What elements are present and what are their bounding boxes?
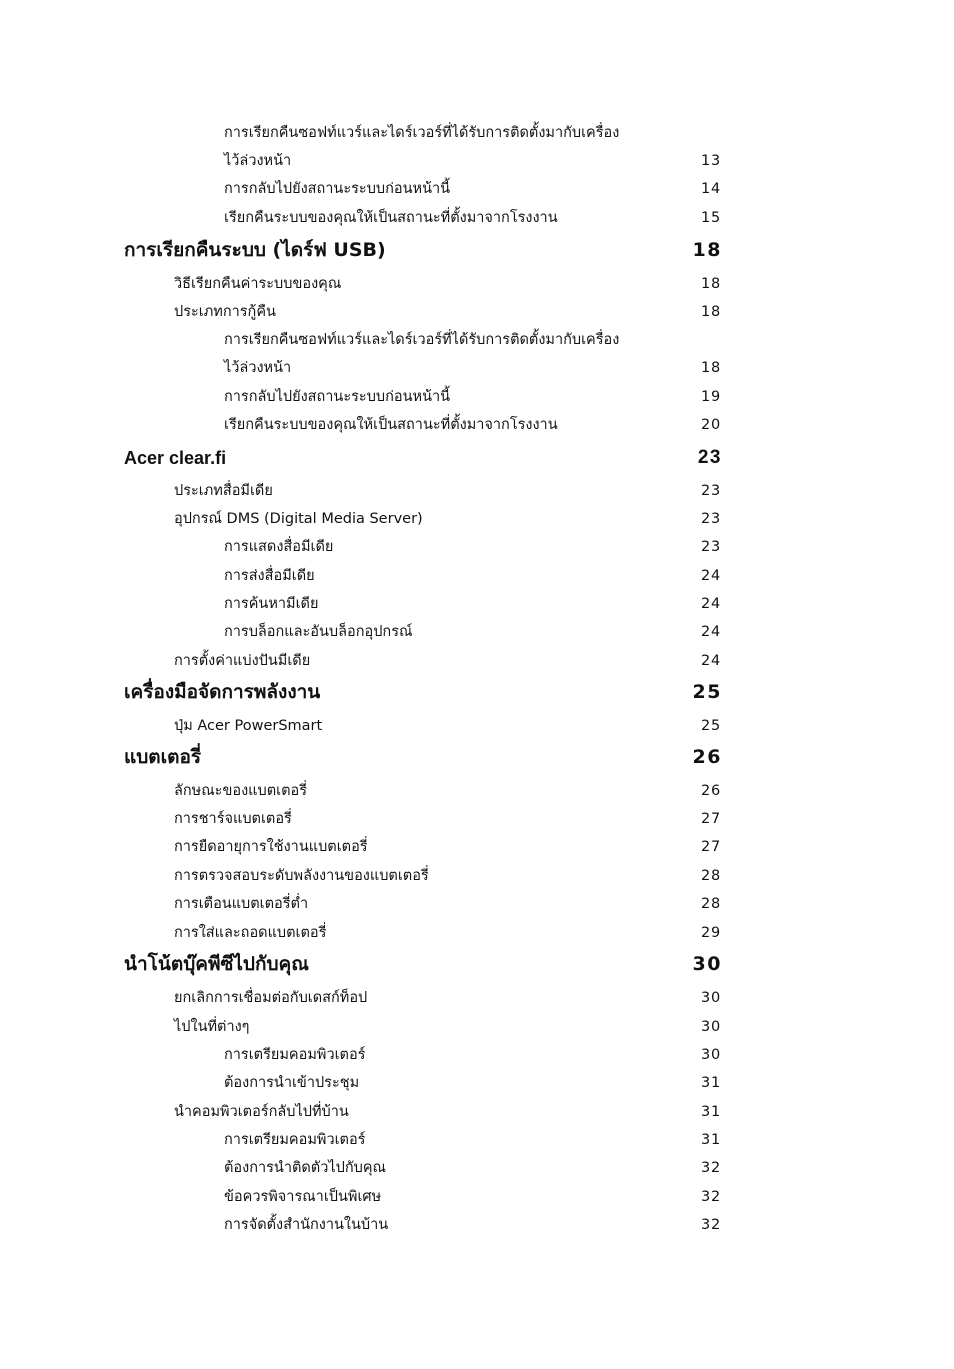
toc-entry-page-number: 18 (700, 304, 721, 320)
toc-entry-title: เรียกคืนระบบของคุณให้เป็นสถานะที่ตั้งมาจากโรงงาน (224, 417, 558, 433)
toc-entry-level-3[interactable] (224, 385, 721, 409)
toc-entry-level-3[interactable] (224, 1156, 721, 1180)
toc-entry-level-2[interactable] (174, 864, 721, 888)
toc-entry-page-number: 14 (700, 181, 721, 197)
toc-entry-level-3[interactable] (224, 177, 721, 201)
toc-entry-page-number: 26 (692, 746, 722, 768)
toc-entry-level-1[interactable] (124, 951, 721, 977)
toc-entry-page-number: 25 (700, 718, 721, 734)
toc-entry-page-number: 30 (700, 1047, 721, 1063)
toc-entry-page-number: 23 (700, 483, 721, 499)
toc-entry-page-number: 15 (700, 210, 721, 226)
toc-entry-title: ลักษณะของแบตเตอรี่ (174, 783, 307, 799)
toc-entry-level-3[interactable] (224, 149, 721, 173)
toc-entry-page-number: 23 (697, 447, 722, 468)
toc-entry-title: การตรวจสอบระดับพลังงานของแบตเตอรี่ (174, 868, 429, 884)
toc-entry-page-number: 29 (700, 925, 721, 941)
toc-entry-level-3[interactable] (224, 1213, 721, 1237)
toc-entry-title: แบตเตอรี่ (124, 746, 202, 768)
toc-entry-level-3[interactable] (224, 356, 721, 380)
toc-entry-level-1[interactable] (124, 744, 721, 770)
toc-entry-title: ไว้ล่วงหน้า (224, 153, 292, 169)
toc-entry-level-3[interactable] (224, 1071, 721, 1095)
toc-entry-level-1[interactable] (124, 445, 721, 471)
toc-entry-page-number: 30 (700, 990, 721, 1006)
toc-entry-level-3[interactable] (224, 328, 721, 352)
toc-entry-page-number: 27 (700, 839, 721, 855)
toc-entry-page-number: 18 (700, 360, 721, 376)
toc-entry-title: นำโน้ตบุ๊คพีซีไปกับคุณ (124, 953, 309, 975)
toc-entry-level-2[interactable] (174, 649, 721, 673)
toc-entry-page-number: 25 (692, 681, 722, 703)
toc-entry-page-number: 19 (700, 389, 721, 405)
toc-entry-title: การเตรียมคอมพิวเตอร์ (224, 1047, 366, 1063)
toc-entry-page-number: 31 (700, 1075, 721, 1091)
toc-entry-page-number: 28 (700, 896, 721, 912)
toc-entry-page-number: 26 (700, 783, 721, 799)
toc-entry-title: การเรียกคืนซอฟท์แวร์และไดร์เวอร์ที่ได้รับการติดตั้งมากับเครื่อง (224, 125, 620, 141)
toc-entry-page-number: 32 (700, 1189, 721, 1205)
toc-entry-title: การเตือนแบตเตอรี่ต่ำ (174, 896, 309, 912)
toc-entry-title: นำคอมพิวเตอร์กลับไปที่บ้าน (174, 1104, 349, 1120)
toc-entry-level-3[interactable] (224, 1043, 721, 1067)
toc-entry-title: การจัดตั้งสำนักงานในบ้าน (224, 1217, 389, 1233)
toc-entry-level-1[interactable] (124, 237, 721, 263)
toc-entry-page-number: 27 (700, 811, 721, 827)
toc-entry-title: การค้นหามีเดีย (224, 596, 319, 612)
toc-entry-page-number: 30 (700, 1019, 721, 1035)
toc-entry-title: การชาร์จแบตเตอรี่ (174, 811, 292, 827)
toc-entry-title: ปุ่ม Acer PowerSmart (174, 718, 323, 734)
toc-entry-level-3[interactable] (224, 620, 721, 644)
toc-entry-level-2[interactable] (174, 479, 721, 503)
toc-entry-page-number: 31 (700, 1132, 721, 1148)
toc-entry-level-2[interactable] (174, 807, 721, 831)
toc-entry-level-2[interactable] (174, 986, 721, 1010)
toc-entry-title: อุปกรณ์ DMS (Digital Media Server) (174, 511, 423, 527)
toc-entry-title: การยืดอายุการใช้งานแบตเตอรี่ (174, 839, 368, 855)
toc-entry-page-number: 24 (700, 653, 721, 669)
toc-entry-level-3[interactable] (224, 1185, 721, 1209)
toc-entry-level-2[interactable] (174, 714, 721, 738)
toc-entry-title: ประเภทการกู้คืน (174, 304, 276, 320)
toc-entry-page-number: 30 (692, 953, 722, 975)
toc-entry-level-2[interactable] (174, 835, 721, 859)
toc-entry-page-number: 13 (700, 153, 721, 169)
toc-entry-level-3[interactable] (224, 413, 721, 437)
toc-entry-level-2[interactable] (174, 300, 721, 324)
toc-entry-title: การกลับไปยังสถานะระบบก่อนหน้านี้ (224, 389, 451, 405)
toc-entry-page-number: 24 (700, 568, 721, 584)
toc-entry-title: Acer clear.fi (124, 448, 227, 468)
toc-entry-level-2[interactable] (174, 1100, 721, 1124)
toc-entry-level-3[interactable] (224, 206, 721, 230)
toc-entry-title: การแสดงสื่อมีเดีย (224, 539, 334, 555)
toc-entry-level-3[interactable] (224, 592, 721, 616)
toc-entry-title: ต้องการนำเข้าประชุม (224, 1075, 360, 1091)
toc-entry-title: ไว้ล่วงหน้า (224, 360, 292, 376)
toc-entry-page-number: 18 (692, 239, 722, 261)
toc-entry-page-number: 20 (700, 417, 721, 433)
toc-entry-level-3[interactable] (224, 121, 721, 145)
toc-entry-level-2[interactable] (174, 507, 721, 531)
toc-entry-title: ไปในที่ต่างๆ (174, 1019, 250, 1035)
toc-entry-title: วิธีเรียกคืนค่าระบบของคุณ (174, 276, 342, 292)
toc-entry-title: ประเภทสื่อมีเดีย (174, 483, 273, 499)
toc-entry-title: ยกเลิกการเชื่อมต่อกับเดสก์ท็อป (174, 990, 368, 1006)
toc-entry-title: เครื่องมือจัดการพลังงาน (124, 681, 321, 703)
toc-entry-title: การส่งสื่อมีเดีย (224, 568, 315, 584)
toc-entry-title: การใส่และถอดแบตเตอรี่ (174, 925, 327, 941)
toc-entry-page-number: 24 (700, 596, 721, 612)
toc-entry-page-number: 31 (700, 1104, 721, 1120)
toc-entry-title: การเรียกคืนซอฟท์แวร์และไดร์เวอร์ที่ได้รับการติดตั้งมากับเครื่อง (224, 332, 620, 348)
toc-entry-level-2[interactable] (174, 892, 721, 916)
toc-entry-title: การตั้งค่าแบ่งปันมีเดีย (174, 653, 311, 669)
toc-entry-title: ข้อควรพิจารณาเป็นพิเศษ (224, 1189, 382, 1205)
toc-entry-level-3[interactable] (224, 1128, 721, 1152)
toc-entry-level-2[interactable] (174, 921, 721, 945)
toc-entry-level-3[interactable] (224, 564, 721, 588)
toc-entry-title: การเรียกคืนระบบ (ไดร์ฟ USB) (124, 239, 386, 261)
toc-entry-level-2[interactable] (174, 272, 721, 296)
toc-entry-title: การกลับไปยังสถานะระบบก่อนหน้านี้ (224, 181, 451, 197)
toc-entry-page-number: 28 (700, 868, 721, 884)
toc-entry-page-number: 23 (700, 511, 721, 527)
toc-entry-page-number: 32 (700, 1160, 721, 1176)
toc-entry-title: การบล็อกและอันบล็อกอุปกรณ์ (224, 624, 413, 640)
toc-entry-level-2[interactable] (174, 1015, 721, 1039)
toc-entry-page-number: 18 (700, 276, 721, 292)
toc-entry-level-1[interactable] (124, 679, 721, 705)
toc-entry-title: ต้องการนำติดตัวไปกับคุณ (224, 1160, 386, 1176)
toc-entry-page-number: 24 (700, 624, 721, 640)
toc-entry-level-2[interactable] (174, 779, 721, 803)
toc-entry-title: เรียกคืนระบบของคุณให้เป็นสถานะที่ตั้งมาจากโรงงาน (224, 210, 558, 226)
toc-entry-title: การเตรียมคอมพิวเตอร์ (224, 1132, 366, 1148)
toc-entry-page-number: 32 (700, 1217, 721, 1233)
toc-entry-page-number: 23 (700, 539, 721, 555)
toc-entry-level-3[interactable] (224, 535, 721, 559)
